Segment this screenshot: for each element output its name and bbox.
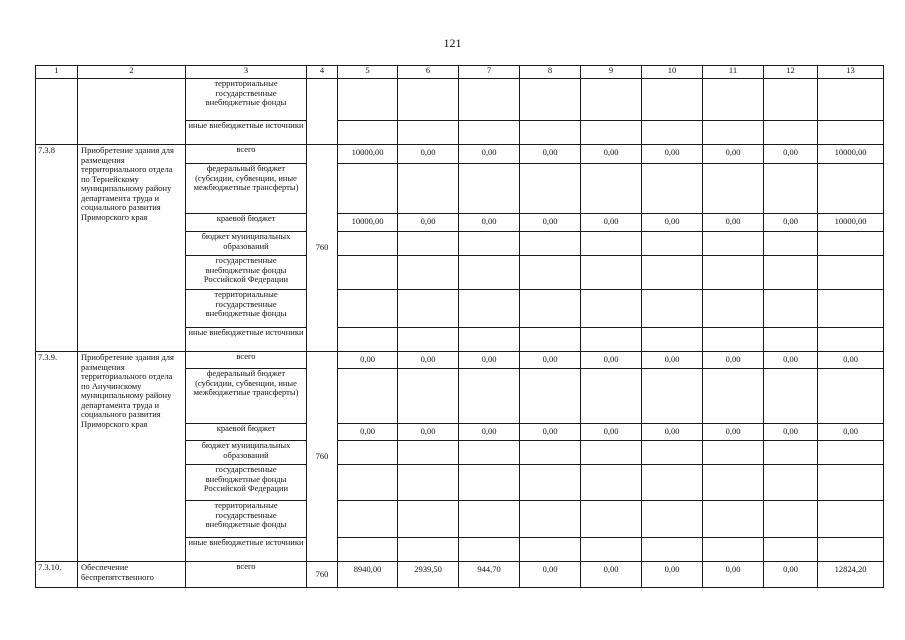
value-cell: 0,00 xyxy=(398,145,459,164)
value-cell xyxy=(764,441,818,465)
value-cell xyxy=(581,79,642,121)
value-cell: 10000,00 xyxy=(818,214,884,232)
value-cell xyxy=(581,369,642,424)
header-cell: 11 xyxy=(703,66,764,79)
value-cell xyxy=(459,232,520,256)
item-code-cell: 7.3.9. xyxy=(36,352,78,562)
value-cell xyxy=(459,328,520,352)
value-cell xyxy=(459,121,520,145)
value-cell xyxy=(764,538,818,562)
value-cell xyxy=(520,290,581,328)
value-cell xyxy=(581,538,642,562)
value-cell xyxy=(398,441,459,465)
value-cell xyxy=(642,538,703,562)
value-cell xyxy=(338,290,398,328)
value-cell xyxy=(581,290,642,328)
value-cell xyxy=(703,121,764,145)
item-code-cell: 7.3.8 xyxy=(36,145,78,352)
value-cell: 0,00 xyxy=(703,214,764,232)
header-cell: 10 xyxy=(642,66,703,79)
value-cell: 0,00 xyxy=(581,352,642,369)
value-cell xyxy=(338,121,398,145)
value-cell xyxy=(338,232,398,256)
value-cell xyxy=(520,164,581,214)
value-cell xyxy=(581,164,642,214)
value-cell xyxy=(581,328,642,352)
value-cell: 944,70 xyxy=(459,562,520,588)
funding-source-cell: федеральный бюджет (субсидии, субвенции, иные межбюджетные трансферты) xyxy=(186,369,307,424)
value-cell xyxy=(642,501,703,538)
value-cell xyxy=(764,164,818,214)
header-cell: 7 xyxy=(459,66,520,79)
value-cell xyxy=(764,79,818,121)
value-cell: 0,00 xyxy=(764,562,818,588)
value-cell xyxy=(581,441,642,465)
table-row xyxy=(36,562,884,588)
value-cell xyxy=(581,501,642,538)
value-cell xyxy=(642,121,703,145)
value-cell xyxy=(520,441,581,465)
value-cell xyxy=(398,232,459,256)
value-cell xyxy=(398,538,459,562)
value-cell xyxy=(703,232,764,256)
value-cell xyxy=(642,256,703,290)
value-cell: 0,00 xyxy=(818,352,884,369)
value-cell xyxy=(398,369,459,424)
value-cell xyxy=(703,256,764,290)
value-cell xyxy=(818,79,884,121)
value-cell xyxy=(459,465,520,501)
value-cell: 0,00 xyxy=(642,145,703,164)
value-cell xyxy=(818,256,884,290)
value-cell xyxy=(764,256,818,290)
value-cell: 0,00 xyxy=(520,145,581,164)
funding-source-cell: иные внебюджетные источники xyxy=(186,538,307,562)
value-cell xyxy=(642,328,703,352)
value-cell xyxy=(398,256,459,290)
value-cell xyxy=(703,501,764,538)
value-cell xyxy=(703,538,764,562)
value-cell: 10000,00 xyxy=(338,145,398,164)
value-cell xyxy=(581,465,642,501)
value-cell: 0,00 xyxy=(398,214,459,232)
funding-source-cell: территориальные государственные внебюджетные фонды xyxy=(186,501,307,538)
funding-source-cell: государственные внебюджетные фонды Российской Федерации xyxy=(186,256,307,290)
header-cell: 8 xyxy=(520,66,581,79)
value-cell xyxy=(642,232,703,256)
value-cell xyxy=(520,369,581,424)
value-cell: 0,00 xyxy=(818,424,884,441)
value-cell xyxy=(642,369,703,424)
header-cell: 12 xyxy=(764,66,818,79)
subprogram-cell: 760 xyxy=(307,352,338,562)
value-cell xyxy=(459,369,520,424)
value-cell xyxy=(818,290,884,328)
value-cell xyxy=(818,369,884,424)
value-cell xyxy=(818,501,884,538)
value-cell xyxy=(581,232,642,256)
value-cell xyxy=(459,164,520,214)
header-cell: 6 xyxy=(398,66,459,79)
value-cell xyxy=(764,369,818,424)
value-cell: 0,00 xyxy=(520,562,581,588)
value-cell xyxy=(520,538,581,562)
value-cell: 0,00 xyxy=(459,424,520,441)
value-cell xyxy=(764,121,818,145)
value-cell xyxy=(818,164,884,214)
funding-source-cell: всего xyxy=(186,352,307,369)
value-cell: 0,00 xyxy=(703,562,764,588)
funding-source-cell: бюджет муниципальных образований xyxy=(186,232,307,256)
value-cell: 0,00 xyxy=(642,562,703,588)
value-cell xyxy=(398,164,459,214)
value-cell xyxy=(338,538,398,562)
funding-source-cell: иные внебюджетные источники xyxy=(186,121,307,145)
value-cell xyxy=(520,256,581,290)
value-cell xyxy=(764,328,818,352)
value-cell xyxy=(398,328,459,352)
value-cell xyxy=(338,164,398,214)
value-cell: 0,00 xyxy=(338,424,398,441)
value-cell xyxy=(703,164,764,214)
funding-source-cell: всего xyxy=(186,145,307,164)
value-cell: 0,00 xyxy=(764,352,818,369)
value-cell xyxy=(764,232,818,256)
value-cell xyxy=(581,256,642,290)
header-cell: 3 xyxy=(186,66,307,79)
value-cell xyxy=(459,538,520,562)
value-cell: 0,00 xyxy=(764,424,818,441)
value-cell: 2939,50 xyxy=(398,562,459,588)
value-cell xyxy=(703,290,764,328)
value-cell xyxy=(818,465,884,501)
value-cell: 0,00 xyxy=(338,352,398,369)
value-cell xyxy=(338,256,398,290)
value-cell: 0,00 xyxy=(398,424,459,441)
value-cell xyxy=(520,465,581,501)
header-row xyxy=(36,66,884,79)
value-cell: 0,00 xyxy=(581,424,642,441)
value-cell xyxy=(459,256,520,290)
value-cell xyxy=(642,465,703,501)
value-cell: 0,00 xyxy=(459,145,520,164)
value-cell xyxy=(642,79,703,121)
subprogram-cell xyxy=(307,79,338,145)
value-cell xyxy=(581,121,642,145)
value-cell xyxy=(398,290,459,328)
value-cell xyxy=(459,441,520,465)
value-cell xyxy=(764,465,818,501)
page-number: 121 xyxy=(443,36,462,50)
value-cell: 0,00 xyxy=(520,214,581,232)
value-cell xyxy=(818,328,884,352)
funding-source-cell: бюджет муниципальных образований xyxy=(186,441,307,465)
value-cell: 0,00 xyxy=(642,424,703,441)
value-cell xyxy=(398,79,459,121)
item-name-cell xyxy=(78,79,186,145)
header-cell: 13 xyxy=(818,66,884,79)
value-cell xyxy=(398,121,459,145)
value-cell: 0,00 xyxy=(581,214,642,232)
value-cell: 0,00 xyxy=(764,145,818,164)
value-cell xyxy=(642,290,703,328)
funding-source-cell: всего xyxy=(186,562,307,588)
header-cell: 9 xyxy=(581,66,642,79)
value-cell: 0,00 xyxy=(703,145,764,164)
value-cell xyxy=(520,232,581,256)
value-cell: 12824,20 xyxy=(818,562,884,588)
item-code-cell: 7.3.10. xyxy=(36,562,78,588)
value-cell xyxy=(818,121,884,145)
value-cell: 0,00 xyxy=(581,562,642,588)
value-cell: 8940,00 xyxy=(338,562,398,588)
funding-source-cell: государственные внебюджетные фонды Российской Федерации xyxy=(186,465,307,501)
value-cell: 0,00 xyxy=(459,352,520,369)
value-cell xyxy=(703,441,764,465)
value-cell xyxy=(818,232,884,256)
value-cell xyxy=(338,79,398,121)
value-cell xyxy=(703,79,764,121)
subprogram-cell: 760 xyxy=(307,562,338,588)
header-cell: 1 xyxy=(36,66,78,79)
value-cell xyxy=(642,164,703,214)
value-cell: 0,00 xyxy=(398,352,459,369)
value-cell xyxy=(818,441,884,465)
value-cell: 0,00 xyxy=(642,214,703,232)
item-name-cell: Приобретение здания для размещения территориального отдела по Тернейскому муниципальному району департамента труда и социального развития Приморского края xyxy=(78,145,186,352)
value-cell: 0,00 xyxy=(764,214,818,232)
header-cell: 2 xyxy=(78,66,186,79)
table-row xyxy=(36,79,884,121)
value-cell xyxy=(459,79,520,121)
value-cell xyxy=(338,369,398,424)
value-cell xyxy=(338,328,398,352)
value-cell: 0,00 xyxy=(520,352,581,369)
table-row xyxy=(36,145,884,164)
funding-source-cell: иные внебюджетные источники xyxy=(186,328,307,352)
budget-table xyxy=(35,65,884,588)
value-cell: 0,00 xyxy=(642,352,703,369)
item-name-cell: Приобретение здания для размещения территориального отдела по Анучинскому муниципальному району департамента труда и социального развития Приморского края xyxy=(78,352,186,562)
table-row xyxy=(36,352,884,369)
funding-source-cell: территориальные государственные внебюджетные фонды xyxy=(186,79,307,121)
header-cell: 5 xyxy=(338,66,398,79)
value-cell xyxy=(398,465,459,501)
value-cell xyxy=(459,290,520,328)
subprogram-cell: 760 xyxy=(307,145,338,352)
value-cell: 0,00 xyxy=(581,145,642,164)
value-cell xyxy=(520,79,581,121)
value-cell: 10000,00 xyxy=(818,145,884,164)
value-cell xyxy=(818,538,884,562)
value-cell xyxy=(703,369,764,424)
funding-source-cell: краевой бюджет xyxy=(186,214,307,232)
value-cell xyxy=(703,465,764,501)
value-cell xyxy=(398,501,459,538)
value-cell xyxy=(764,290,818,328)
value-cell xyxy=(338,441,398,465)
value-cell xyxy=(520,121,581,145)
value-cell: 0,00 xyxy=(459,214,520,232)
header-cell: 4 xyxy=(307,66,338,79)
value-cell: 10000,00 xyxy=(338,214,398,232)
value-cell xyxy=(764,501,818,538)
value-cell xyxy=(338,465,398,501)
value-cell: 0,00 xyxy=(703,352,764,369)
item-code-cell xyxy=(36,79,78,145)
value-cell: 0,00 xyxy=(520,424,581,441)
value-cell: 0,00 xyxy=(703,424,764,441)
value-cell xyxy=(642,441,703,465)
value-cell xyxy=(338,501,398,538)
funding-source-cell: краевой бюджет xyxy=(186,424,307,441)
item-name-cell: Обеспечение беспрепятственного xyxy=(78,562,186,588)
funding-source-cell: территориальные государственные внебюджетные фонды xyxy=(186,290,307,328)
value-cell xyxy=(520,328,581,352)
value-cell xyxy=(459,501,520,538)
funding-source-cell: федеральный бюджет (субсидии, субвенции, иные межбюджетные трансферты) xyxy=(186,164,307,214)
value-cell xyxy=(520,501,581,538)
value-cell xyxy=(703,328,764,352)
